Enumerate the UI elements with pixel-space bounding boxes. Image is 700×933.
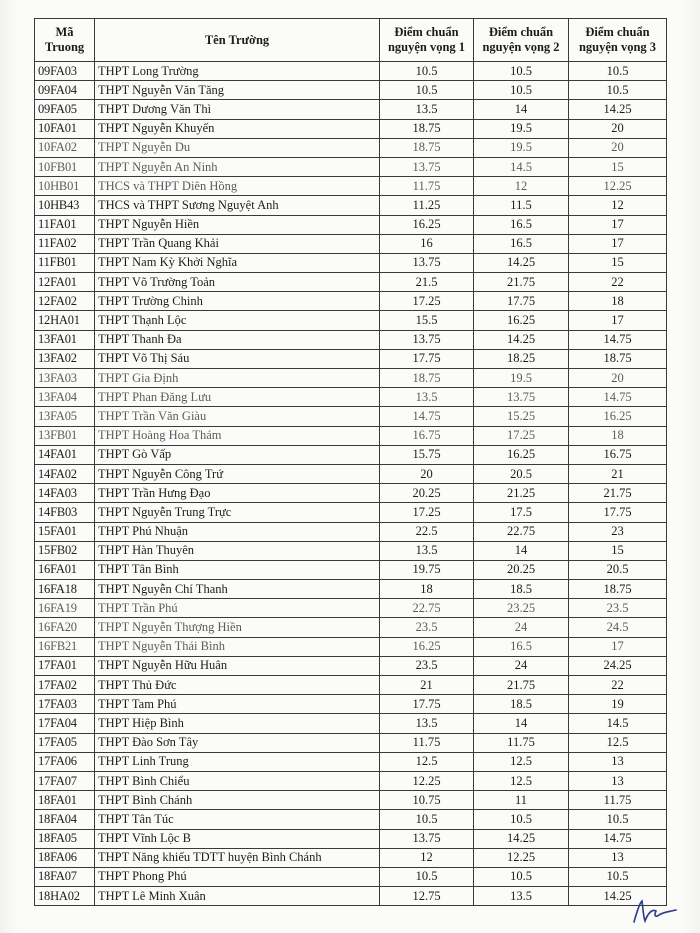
score-nv3-cell: 24.25	[569, 656, 667, 675]
school-code-cell: 17FA02	[35, 676, 95, 695]
school-code-cell: 13FA03	[35, 369, 95, 388]
score-nv3-cell: 15	[569, 253, 667, 272]
score-nv1-cell: 13.5	[380, 541, 474, 560]
school-code-cell: 11FA01	[35, 215, 95, 234]
score-nv3-cell: 20	[569, 119, 667, 138]
school-code-cell: 17FA03	[35, 695, 95, 714]
school-code-cell: 18FA06	[35, 848, 95, 867]
score-nv3-cell: 10.5	[569, 810, 667, 829]
table-row	[35, 887, 667, 906]
school-name-cell: THPT Nguyễn Khuyến	[95, 119, 380, 138]
score-nv1-cell: 17.25	[380, 292, 474, 311]
score-nv3-cell: 14.75	[569, 388, 667, 407]
school-name-cell: THPT Lê Minh Xuân	[95, 887, 380, 906]
school-name-cell: THPT Trường Chinh	[95, 292, 380, 311]
table-row	[35, 714, 667, 733]
table-row	[35, 253, 667, 272]
table-row	[35, 81, 667, 100]
school-name-cell: THPT Gò Vấp	[95, 445, 380, 464]
table-row	[35, 676, 667, 695]
score-nv3-cell: 19	[569, 695, 667, 714]
score-nv3-cell: 10.5	[569, 62, 667, 81]
score-nv1-cell: 13.75	[380, 157, 474, 176]
score-nv2-cell: 10.5	[474, 810, 569, 829]
table-row	[35, 196, 667, 215]
score-nv3-cell: 12	[569, 196, 667, 215]
header-name-label: Tên Trường	[204, 32, 270, 47]
score-nv1-cell: 15.75	[380, 445, 474, 464]
score-nv2-cell: 11	[474, 791, 569, 810]
score-nv1-cell: 16.25	[380, 215, 474, 234]
table-row	[35, 62, 667, 81]
table-row	[35, 867, 667, 886]
score-nv2-cell: 20.5	[474, 464, 569, 483]
score-nv3-cell: 10.5	[569, 81, 667, 100]
school-code-cell: 14FA03	[35, 484, 95, 503]
table-row	[35, 369, 667, 388]
score-nv3-cell: 24.5	[569, 618, 667, 637]
header-score-nv1	[380, 19, 474, 62]
score-nv3-cell: 11.75	[569, 791, 667, 810]
score-nv1-cell: 14.75	[380, 407, 474, 426]
score-nv2-cell: 16.5	[474, 215, 569, 234]
score-nv3-cell: 20	[569, 138, 667, 157]
score-nv3-cell: 20	[569, 369, 667, 388]
school-name-cell: THPT Phan Đăng Lưu	[95, 388, 380, 407]
school-name-cell: THPT Nguyễn Chí Thanh	[95, 580, 380, 599]
school-name-cell: THPT Bình Chánh	[95, 791, 380, 810]
table-row	[35, 656, 667, 675]
score-nv2-cell: 17.25	[474, 426, 569, 445]
school-code-cell: 13FA01	[35, 330, 95, 349]
table-row	[35, 810, 667, 829]
score-nv3-cell: 14.75	[569, 330, 667, 349]
table-row	[35, 273, 667, 292]
score-nv3-cell: 18.75	[569, 580, 667, 599]
table-row	[35, 100, 667, 119]
school-code-cell: 15FA01	[35, 522, 95, 541]
score-nv2-cell: 16.5	[474, 234, 569, 253]
score-nv1-cell: 23.5	[380, 656, 474, 675]
score-nv1-cell: 10.5	[380, 81, 474, 100]
school-code-cell: 17FA01	[35, 656, 95, 675]
score-nv2-cell: 21.75	[474, 676, 569, 695]
score-nv2-cell: 14.25	[474, 253, 569, 272]
school-name-cell: THPT Nam Kỳ Khởi Nghĩa	[95, 253, 380, 272]
school-name-cell: THPT Linh Trung	[95, 752, 380, 771]
table-row	[35, 349, 667, 368]
header-nv3-line-2: nguyện vọng 3	[578, 40, 657, 54]
school-code-cell: 13FA02	[35, 349, 95, 368]
score-nv1-cell: 12	[380, 848, 474, 867]
table-row	[35, 522, 667, 541]
school-name-cell: THPT Tân Bình	[95, 560, 380, 579]
score-nv2-cell: 16.25	[474, 445, 569, 464]
school-name-cell: THPT Vĩnh Lộc B	[95, 829, 380, 848]
school-name-cell: THPT Tam Phú	[95, 695, 380, 714]
score-nv3-cell: 17	[569, 215, 667, 234]
score-nv2-cell: 10.5	[474, 867, 569, 886]
score-nv1-cell: 10.5	[380, 62, 474, 81]
score-nv1-cell: 17.75	[380, 349, 474, 368]
score-nv2-cell: 14	[474, 541, 569, 560]
school-code-cell: 13FA05	[35, 407, 95, 426]
table-row	[35, 311, 667, 330]
score-nv3-cell: 13	[569, 848, 667, 867]
score-nv3-cell: 16.75	[569, 445, 667, 464]
school-name-cell: THPT Trần Hưng Đạo	[95, 484, 380, 503]
score-nv2-cell: 15.25	[474, 407, 569, 426]
header-nv2-line-1: Điểm chuẩn	[488, 25, 554, 39]
header-school-code	[35, 19, 95, 62]
score-nv2-cell: 18.5	[474, 695, 569, 714]
school-name-cell: THPT Nguyễn Thái Bình	[95, 637, 380, 656]
school-name-cell: THPT Nguyễn Trung Trực	[95, 503, 380, 522]
school-name-cell: THPT Tân Túc	[95, 810, 380, 829]
score-nv2-cell: 16.25	[474, 311, 569, 330]
score-nv1-cell: 13.5	[380, 388, 474, 407]
score-nv2-cell: 12.25	[474, 848, 569, 867]
score-nv3-cell: 17	[569, 311, 667, 330]
school-name-cell: THPT Nguyễn Hiền	[95, 215, 380, 234]
score-nv2-cell: 24	[474, 656, 569, 675]
score-nv2-cell: 14.25	[474, 330, 569, 349]
header-nv3-line-1: Điểm chuẩn	[585, 25, 650, 39]
school-name-cell: THPT Nguyễn Hữu Huân	[95, 656, 380, 675]
score-nv2-cell: 23.25	[474, 599, 569, 618]
school-name-cell: THPT Phong Phú	[95, 867, 380, 886]
table-row	[35, 618, 667, 637]
table-row	[35, 791, 667, 810]
score-nv1-cell: 16.25	[380, 637, 474, 656]
score-nv1-cell: 17.25	[380, 503, 474, 522]
school-code-cell: 16FA01	[35, 560, 95, 579]
header-code-line-1: Mã	[55, 25, 74, 39]
score-nv2-cell: 14.5	[474, 157, 569, 176]
score-nv1-cell: 21.5	[380, 273, 474, 292]
school-name-cell: THPT Phú Nhuận	[95, 522, 380, 541]
score-nv3-cell: 14.75	[569, 829, 667, 848]
table-row	[35, 733, 667, 752]
score-nv1-cell: 13.5	[380, 714, 474, 733]
score-nv2-cell: 19.5	[474, 369, 569, 388]
table-row	[35, 426, 667, 445]
table-row	[35, 445, 667, 464]
score-nv3-cell: 20.5	[569, 560, 667, 579]
school-name-cell: THPT Nguyễn Du	[95, 138, 380, 157]
score-nv1-cell: 21	[380, 676, 474, 695]
score-nv3-cell: 18	[569, 426, 667, 445]
score-nv2-cell: 13.5	[474, 887, 569, 906]
school-code-cell: 11FB01	[35, 253, 95, 272]
school-code-cell: 10FB01	[35, 157, 95, 176]
score-nv2-cell: 24	[474, 618, 569, 637]
header-nv1-line-1: Điểm chuẩn	[394, 25, 459, 39]
header-school-name	[95, 19, 380, 62]
score-nv3-cell: 17.75	[569, 503, 667, 522]
table-row	[35, 771, 667, 790]
school-code-cell: 12FA01	[35, 273, 95, 292]
score-nv2-cell: 22.75	[474, 522, 569, 541]
score-nv1-cell: 11.75	[380, 177, 474, 196]
score-nv2-cell: 18.5	[474, 580, 569, 599]
score-nv1-cell: 23.5	[380, 618, 474, 637]
school-name-cell: THPT Long Trường	[95, 62, 380, 81]
school-code-cell: 10HB43	[35, 196, 95, 215]
school-name-cell: THPT Gia Định	[95, 369, 380, 388]
school-code-cell: 18FA05	[35, 829, 95, 848]
table-row	[35, 234, 667, 253]
table-header-row	[35, 19, 667, 62]
header-score-nv3	[569, 19, 667, 62]
table-row	[35, 752, 667, 771]
school-name-cell: THPT Thanh Đa	[95, 330, 380, 349]
score-nv2-cell: 19.5	[474, 119, 569, 138]
school-code-cell: 17FA05	[35, 733, 95, 752]
header-code-line-2: Truong	[44, 40, 85, 54]
score-nv2-cell: 19.5	[474, 138, 569, 157]
school-code-cell: 16FA20	[35, 618, 95, 637]
table-row	[35, 464, 667, 483]
score-nv1-cell: 22.75	[380, 599, 474, 618]
score-nv3-cell: 13	[569, 771, 667, 790]
school-name-cell: THPT Dương Văn Thì	[95, 100, 380, 119]
score-nv3-cell: 18	[569, 292, 667, 311]
table-row	[35, 119, 667, 138]
school-name-cell: THPT Trần Văn Giàu	[95, 407, 380, 426]
score-nv2-cell: 12.5	[474, 771, 569, 790]
school-name-cell: THPT Thủ Đức	[95, 676, 380, 695]
table-row	[35, 503, 667, 522]
score-nv1-cell: 12.75	[380, 887, 474, 906]
score-nv1-cell: 10.5	[380, 867, 474, 886]
table-row	[35, 138, 667, 157]
school-name-cell: THPT Nguyễn Thượng Hiền	[95, 618, 380, 637]
score-nv1-cell: 12.25	[380, 771, 474, 790]
school-name-cell: THPT Võ Thị Sáu	[95, 349, 380, 368]
school-code-cell: 18FA07	[35, 867, 95, 886]
school-name-cell: THPT Bình Chiểu	[95, 771, 380, 790]
school-code-cell: 14FA01	[35, 445, 95, 464]
school-code-cell: 11FA02	[35, 234, 95, 253]
score-nv1-cell: 10.75	[380, 791, 474, 810]
school-code-cell: 10FA01	[35, 119, 95, 138]
score-nv1-cell: 13.75	[380, 829, 474, 848]
school-name-cell: THPT Hiệp Bình	[95, 714, 380, 733]
header-nv2-line-2: nguyện vọng 2	[482, 40, 560, 54]
header-nv1-line-2: nguyện vọng 1	[387, 40, 466, 54]
school-code-cell: 09FA04	[35, 81, 95, 100]
school-name-cell: THPT Hoàng Hoa Thám	[95, 426, 380, 445]
table-row	[35, 330, 667, 349]
score-nv2-cell: 11.75	[474, 733, 569, 752]
score-nv2-cell: 17.5	[474, 503, 569, 522]
score-nv2-cell: 17.75	[474, 292, 569, 311]
table-row	[35, 484, 667, 503]
signature-mark	[628, 895, 688, 925]
school-code-cell: 09FA03	[35, 62, 95, 81]
table-body	[35, 62, 667, 906]
score-nv3-cell: 21	[569, 464, 667, 483]
score-nv2-cell: 10.5	[474, 62, 569, 81]
table-row	[35, 599, 667, 618]
school-name-cell: THPT Trần Quang Khải	[95, 234, 380, 253]
school-code-cell: 18FA04	[35, 810, 95, 829]
school-code-cell: 12FA02	[35, 292, 95, 311]
score-nv1-cell: 19.75	[380, 560, 474, 579]
score-nv2-cell: 16.5	[474, 637, 569, 656]
school-code-cell: 14FA02	[35, 464, 95, 483]
score-nv1-cell: 20.25	[380, 484, 474, 503]
score-nv1-cell: 17.75	[380, 695, 474, 714]
school-name-cell: THPT Năng khiếu TDTT huyện Bình Chánh	[95, 848, 380, 867]
school-code-cell: 13FA04	[35, 388, 95, 407]
table-row	[35, 215, 667, 234]
score-nv2-cell: 12	[474, 177, 569, 196]
table-row	[35, 560, 667, 579]
school-code-cell: 09FA05	[35, 100, 95, 119]
table-row	[35, 292, 667, 311]
school-name-cell: THPT Nguyễn An Ninh	[95, 157, 380, 176]
school-name-cell: THPT Nguyễn Công Trứ	[95, 464, 380, 483]
score-nv3-cell: 23.5	[569, 599, 667, 618]
table-row	[35, 541, 667, 560]
score-nv3-cell: 14.5	[569, 714, 667, 733]
school-name-cell: THPT Hàn Thuyên	[95, 541, 380, 560]
score-nv1-cell: 11.25	[380, 196, 474, 215]
score-nv3-cell: 15	[569, 157, 667, 176]
admission-scores-table	[34, 18, 667, 906]
score-nv1-cell: 18.75	[380, 369, 474, 388]
score-nv1-cell: 18	[380, 580, 474, 599]
table-row	[35, 407, 667, 426]
school-code-cell: 16FB21	[35, 637, 95, 656]
score-nv2-cell: 21.75	[474, 273, 569, 292]
school-name-cell: THCS và THPT Sương Nguyệt Anh	[95, 196, 380, 215]
score-nv2-cell: 18.25	[474, 349, 569, 368]
score-nv1-cell: 16	[380, 234, 474, 253]
score-nv1-cell: 18.75	[380, 138, 474, 157]
school-code-cell: 18FA01	[35, 791, 95, 810]
school-name-cell: THPT Trần Phú	[95, 599, 380, 618]
score-nv3-cell: 18.75	[569, 349, 667, 368]
score-nv1-cell: 13.5	[380, 100, 474, 119]
score-nv2-cell: 14	[474, 100, 569, 119]
score-nv1-cell: 13.75	[380, 253, 474, 272]
school-name-cell: THPT Võ Trường Toản	[95, 273, 380, 292]
score-nv2-cell: 14	[474, 714, 569, 733]
school-name-cell: THCS và THPT Diên Hồng	[95, 177, 380, 196]
score-nv3-cell: 21.75	[569, 484, 667, 503]
school-code-cell: 17FA06	[35, 752, 95, 771]
table-row	[35, 157, 667, 176]
score-nv3-cell: 14.25	[569, 100, 667, 119]
score-nv1-cell: 11.75	[380, 733, 474, 752]
school-code-cell: 17FA07	[35, 771, 95, 790]
school-code-cell: 12HA01	[35, 311, 95, 330]
score-nv3-cell: 15	[569, 541, 667, 560]
score-nv2-cell: 11.5	[474, 196, 569, 215]
score-nv1-cell: 13.75	[380, 330, 474, 349]
school-name-cell: THPT Nguyễn Văn Tăng	[95, 81, 380, 100]
table-row	[35, 388, 667, 407]
school-code-cell: 17FA04	[35, 714, 95, 733]
score-nv3-cell: 22	[569, 676, 667, 695]
score-nv3-cell: 17	[569, 637, 667, 656]
table-row	[35, 580, 667, 599]
school-code-cell: 18HA02	[35, 887, 95, 906]
score-nv2-cell: 14.25	[474, 829, 569, 848]
score-nv1-cell: 16.75	[380, 426, 474, 445]
table-row	[35, 848, 667, 867]
school-code-cell: 16FA19	[35, 599, 95, 618]
score-nv3-cell: 16.25	[569, 407, 667, 426]
score-nv2-cell: 12.5	[474, 752, 569, 771]
school-code-cell: 14FB03	[35, 503, 95, 522]
school-name-cell: THPT Đào Sơn Tây	[95, 733, 380, 752]
score-nv3-cell: 12.5	[569, 733, 667, 752]
score-nv1-cell: 10.5	[380, 810, 474, 829]
table-row	[35, 829, 667, 848]
score-nv3-cell: 22	[569, 273, 667, 292]
school-code-cell: 16FA18	[35, 580, 95, 599]
school-code-cell: 15FB02	[35, 541, 95, 560]
score-nv3-cell: 10.5	[569, 867, 667, 886]
score-nv2-cell: 20.25	[474, 560, 569, 579]
table-row	[35, 177, 667, 196]
table-row	[35, 637, 667, 656]
score-nv2-cell: 10.5	[474, 81, 569, 100]
table-row	[35, 695, 667, 714]
header-score-nv2	[474, 19, 569, 62]
school-code-cell: 10FA02	[35, 138, 95, 157]
score-nv3-cell: 13	[569, 752, 667, 771]
score-nv3-cell: 17	[569, 234, 667, 253]
school-code-cell: 13FB01	[35, 426, 95, 445]
school-name-cell: THPT Thạnh Lộc	[95, 311, 380, 330]
score-nv1-cell: 22.5	[380, 522, 474, 541]
school-code-cell: 10HB01	[35, 177, 95, 196]
score-nv3-cell: 12.25	[569, 177, 667, 196]
score-nv1-cell: 15.5	[380, 311, 474, 330]
score-nv3-cell: 14.25	[569, 887, 667, 906]
score-nv1-cell: 20	[380, 464, 474, 483]
score-nv3-cell: 23	[569, 522, 667, 541]
score-nv1-cell: 12.5	[380, 752, 474, 771]
score-nv2-cell: 21.25	[474, 484, 569, 503]
score-nv2-cell: 13.75	[474, 388, 569, 407]
score-nv1-cell: 18.75	[380, 119, 474, 138]
